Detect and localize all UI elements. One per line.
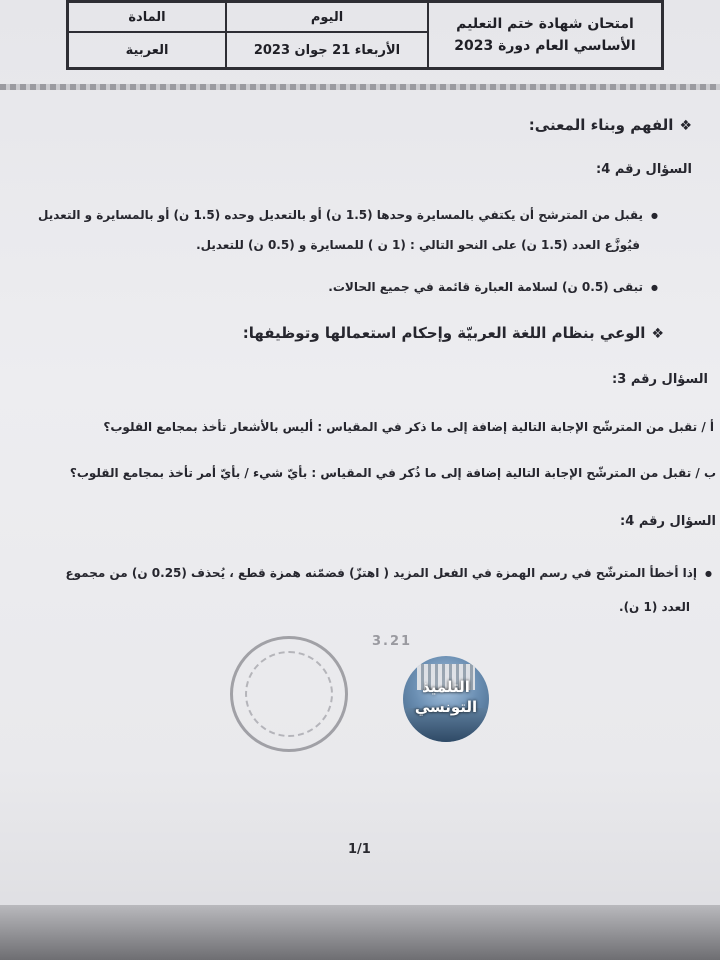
diamond-bullet-icon: ❖ [679,118,692,134]
exam-title-line1: امتحان شهادة ختم التعليم [456,16,634,32]
exam-title-line2: الأساسي العام دورة 2023 [454,38,636,54]
official-seal [230,636,348,752]
diamond-bullet-icon: ❖ [651,326,664,342]
logo-text-line1: التلميذ [422,678,470,696]
subject-label: المادة [68,2,226,32]
logo-text-line2: التونسي [414,698,478,716]
answer-b: ب / تقبل من المترشّح الإجابة التالية إضافة إلى ما ذُكر في المقياس : بأيّ شيء / بأيّ أمر تأخذ بمجامع القلوب؟ [69,466,716,480]
stamp-number: 3.21 [372,634,413,649]
day-label: اليوم [226,2,428,32]
day-value: الأربعاء 21 جوان 2023 [226,32,428,68]
section-comprehension-title: ❖الفهم وبناء المعنى: [528,116,692,134]
page-number: 1/1 [348,842,371,857]
bullet-hamza-rule: ● إذا أخطأ المترشّح في رسم الهمزة في الفعل المزيد ( اهتزّ) فضمّنه همزة قطع ، يُحذف (0.25 ن) من مجموع [65,566,712,580]
bullet-acceptance-rule-cont: فيُوزَّع العدد (1.5 ن) على النحو التالي : (1 ن ) للمسايرة و (0.5 ن) للتعديل. [196,238,640,252]
answer-a: أ / تقبل من المترشّح الإجابة التالية إضافة إلى ما ذكر في المقياس : أليس بالأشعار تأخذ بمجامع القلوب؟ [103,420,714,434]
question-4-heading: السؤال رقم 4: [596,162,692,177]
page-bottom-shadow [0,905,720,960]
question-4-heading-2: السؤال رقم 4: [620,514,716,529]
bullet-hamza-rule-cont: العدد (1 ن). [619,600,690,614]
section-language-title: ❖الوعي بنظام اللغة العربيّة وإحكام استعمالها وتوظيفها: [242,324,664,342]
bullet-acceptance-rule: ● يقبل من المترشح أن يكتفي بالمسايرة وحدها (1.5 ن) أو بالتعديل وحده (1.5 ن) أو بالمسايرة و التعديل [38,208,658,222]
bullet-expression-rule: ● تبقى (0.5 ن) لسلامة العبارة قائمة في جميع الحالات. [328,280,658,294]
header-divider [0,84,720,90]
header-table [66,0,664,70]
watermark-logo [403,656,489,742]
subject-value: العربية [68,32,226,68]
question-3-heading: السؤال رقم 3: [612,372,708,387]
exam-title-cell [428,2,662,68]
